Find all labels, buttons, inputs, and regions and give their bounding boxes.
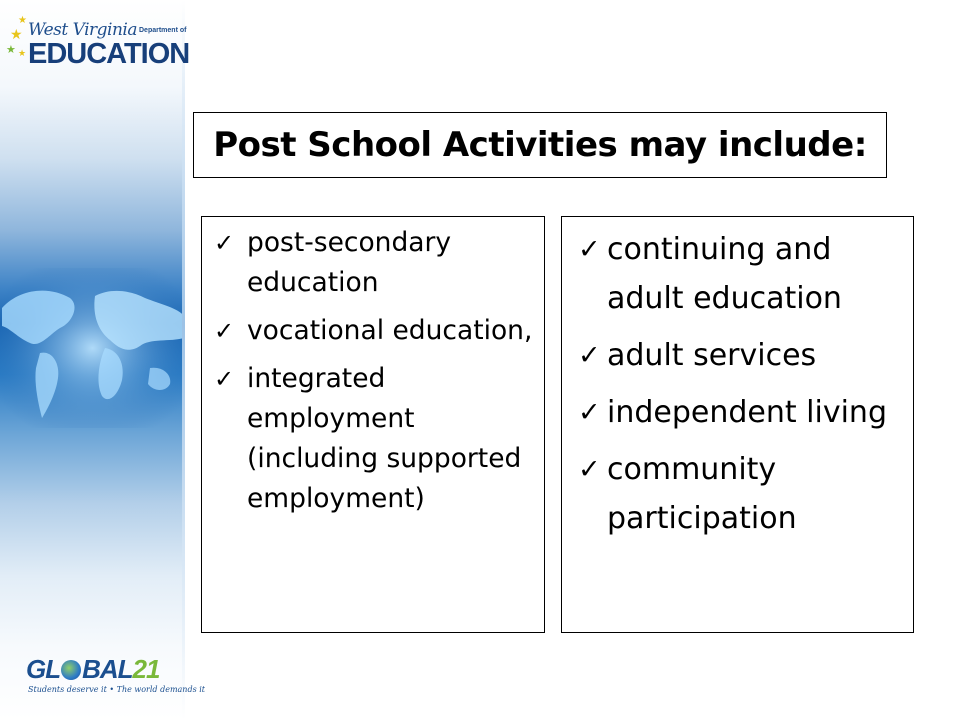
- star-icon: ★: [6, 43, 16, 56]
- world-map-graphic: [0, 268, 185, 428]
- list-item: [214, 359, 534, 519]
- list-item-text: integrated employment (including supported employment): [247, 363, 522, 514]
- slide-title: Post School Activities may include:: [213, 125, 867, 165]
- check-icon: ✓: [578, 234, 601, 265]
- list-item: [578, 388, 903, 437]
- check-icon: ✓: [578, 340, 601, 371]
- check-icon: ✓: [578, 397, 601, 428]
- list-item: [214, 223, 534, 303]
- right-list-box: [561, 216, 914, 633]
- star-icon: ★: [18, 49, 27, 59]
- list-item-text: vocational education,: [247, 315, 533, 346]
- list-item: [578, 331, 903, 380]
- left-list-box: [201, 216, 545, 633]
- list-item-text: continuing and adult education: [607, 232, 842, 316]
- list-item: [578, 445, 903, 543]
- check-icon: ✓: [214, 317, 235, 345]
- global-word-suffix: BAL: [82, 654, 133, 684]
- star-icon: ★: [10, 27, 23, 43]
- check-icon: ✓: [578, 454, 601, 485]
- west-virginia-education-logo: [6, 14, 190, 78]
- sidebar-background: [0, 0, 205, 720]
- right-checklist: [578, 225, 903, 543]
- list-item-text: post-secondary education: [247, 227, 452, 298]
- global-tagline: Students deserve it • The world demands it: [28, 685, 205, 694]
- sidebar-edge: [182, 0, 185, 720]
- list-item-text: community participation: [607, 452, 797, 536]
- logo-education-word: EDUCATION: [28, 38, 190, 70]
- title-box: [193, 112, 887, 178]
- list-item: [578, 225, 903, 323]
- global-word-prefix: GL: [26, 654, 61, 684]
- list-item-text: independent living: [607, 395, 887, 430]
- list-item-text: adult services: [607, 338, 817, 373]
- globe-icon: [61, 660, 81, 680]
- logo-department-label: Department of: [139, 27, 187, 34]
- check-icon: ✓: [214, 365, 235, 393]
- logo-state-name: West Virginia: [28, 20, 137, 40]
- list-item: [214, 311, 534, 351]
- check-icon: ✓: [214, 229, 235, 257]
- left-checklist: [214, 223, 534, 519]
- star-icon: ★: [18, 15, 27, 26]
- global21-logo: [26, 650, 205, 700]
- global-number: 21: [132, 654, 160, 684]
